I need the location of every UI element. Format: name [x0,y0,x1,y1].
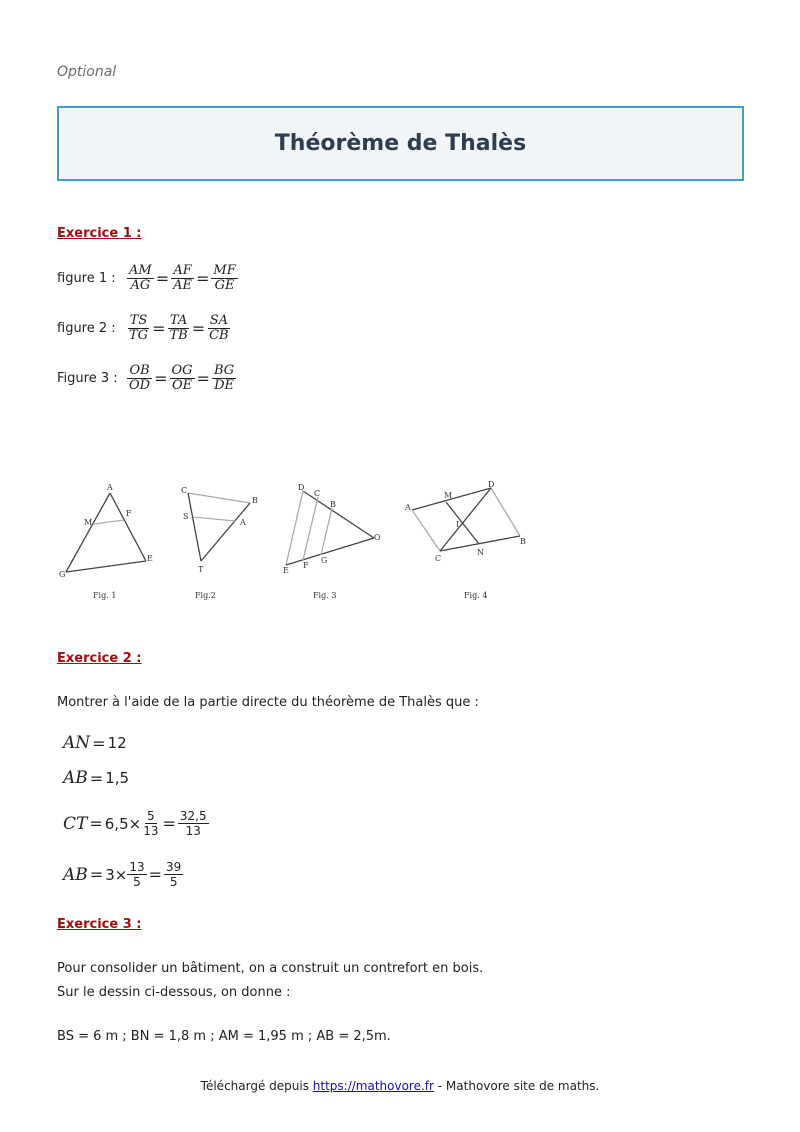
exercise-3-line-1: Pour consolider un bâtiment, on a construit un contrefort en bois. [57,961,484,976]
figure-2-ratios: figure 2 : $\frac{TS}{TG}$ = $\frac{TA}{TB}$ = $\frac{SA}{CB}$ [57,313,229,343]
point-label: E [147,554,153,563]
figure-2-label: figure 2 : [57,321,116,336]
fraction: $\frac{BG}{DE}$ [213,363,235,393]
point-label: M [84,518,93,527]
figure-3-label: Figure 3 : [57,371,118,386]
exercise-2-intro: Montrer à l'aide de la partie directe du théorème de Thalès que : [57,695,479,710]
exercise-3-heading: Exercice 3 : [57,917,142,932]
point-label: A [107,483,113,492]
point-label: S [183,512,189,521]
exercise-3-data: BS = 6 m ; BN = 1,8 m ; AM = 1,95 m ; AB = 2,5m. [57,1029,391,1044]
point-label: C [435,554,442,563]
fraction: $\frac{TA}{TB}$ [169,313,188,343]
point-label: O [374,533,381,542]
point-label: E [283,566,289,575]
point-label: M [444,491,453,500]
equation-ct: CT = 6,5× $\frac{5}{13}$ = $\frac{32,5}{13}$ [63,809,207,838]
figure-caption: Fig. 4 [464,591,488,600]
figure-1-label: figure 1 : [57,271,116,286]
exercise-1-heading: Exercice 1 : [57,226,142,241]
point-label: A [240,518,246,527]
point-label: T [198,565,204,574]
figure-1-ratios: figure 1 : $\frac{AM}{AG}$ = $\frac{AF}{AE}$ = $\frac{MF}{GE}$ [57,263,236,293]
point-label: B [252,496,258,505]
figure-caption: Fig. 1 [93,591,117,600]
fraction: $\frac{OG}{OE}$ [171,363,193,393]
fraction: $\frac{AF}{AE}$ [173,263,192,293]
exercise-2-heading: Exercice 2 : [57,651,142,666]
equation-ab: AB = 1,5 [63,768,130,788]
point-label: I [456,520,460,529]
point-label: C [314,489,321,498]
fraction: $\frac{TS}{TG}$ [129,313,149,343]
point-label: G [59,570,66,579]
figure-caption: Fig. 3 [313,591,337,600]
point-label: D [298,483,305,492]
point-label: F [126,509,132,518]
point-label: G [321,556,328,565]
point-label: A [405,503,411,512]
footer: Téléchargé depuis https://mathovore.fr - Mathovore site de maths. [200,1079,600,1093]
point-label: D [488,480,495,489]
fraction: $\frac{MF}{GE}$ [213,263,236,293]
fraction: $\frac{AM}{AG}$ [129,263,152,293]
equation-an: AN = 12 [63,733,127,753]
point-label: B [330,500,336,509]
fraction: $\frac{SA}{CB}$ [209,313,229,343]
page-title: Théorème de Thalès [274,131,527,156]
point-label: C [181,486,188,495]
point-label: B [520,537,526,546]
fraction: $\frac{OB}{OD}$ [129,363,151,393]
point-label: N [477,548,484,557]
thales-figures-image [57,475,537,610]
equation-ab-2: AB = 3× $\frac{13}{5}$ = $\frac{39}{5}$ [63,860,182,889]
figure-3-ratios: Figure 3 : $\frac{OB}{OD}$ = $\frac{OG}{OE}$ = $\frac{BG}{DE}$ [57,363,235,393]
title-box [57,106,744,181]
footer-link[interactable]: https://mathovore.fr [312,1079,434,1093]
exercise-3-line-2: Sur le dessin ci-dessous, on donne : [57,985,291,1000]
point-label: F [303,561,309,570]
optional-label: Optional [57,64,117,80]
figure-caption: Fig.2 [195,591,216,600]
